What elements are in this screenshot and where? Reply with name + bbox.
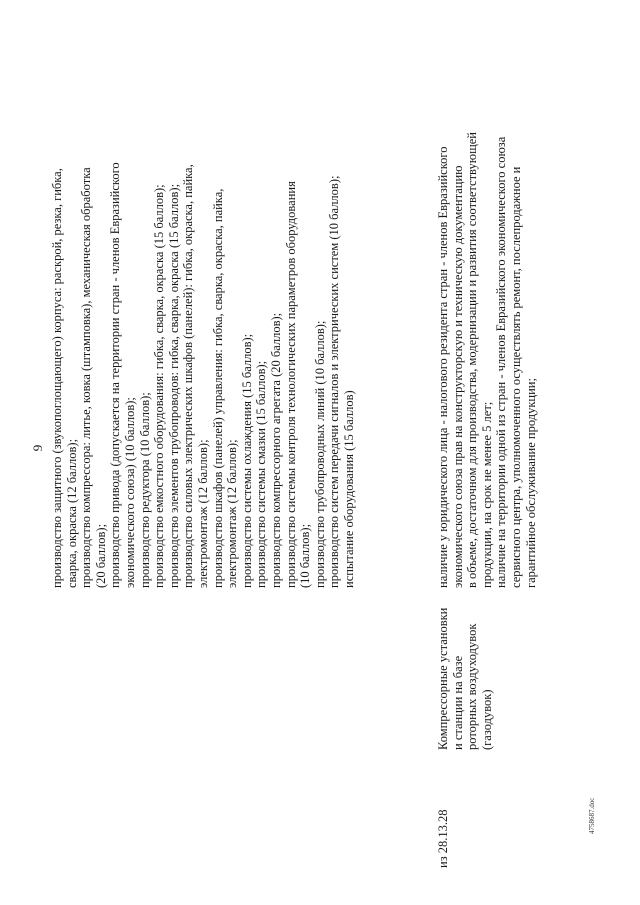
list-item: испытание оборудования (15 баллов) <box>341 390 356 588</box>
product-name-line: роторных воздуходувок <box>465 623 480 750</box>
page-number: 9 <box>30 444 45 452</box>
list-item: производство системы смазки (15 баллов); <box>254 360 269 588</box>
list-item: в объеме, достаточном для производства, модернизации и развития соответствующей <box>465 132 480 588</box>
list-item: производство трубопроводных линий (10 баллов); <box>312 320 327 588</box>
product-code: из 28.13.28 <box>436 809 450 868</box>
list-item: экономического союза) (10 баллов); <box>122 397 137 588</box>
list-item: продукции, на срок не менее 5 лет; <box>479 401 494 588</box>
product-name <box>436 598 494 750</box>
list-item: производство емкостного оборудования: гибка, сварка, окраска (15 баллов); <box>152 184 167 588</box>
list-item: производство силовых электрических шкафов (панелей): гибка, окраска, пайка, <box>181 164 196 588</box>
list-item: производство системы контроля технологических параметров оборудования <box>283 181 298 588</box>
rotated-page <box>30 28 590 868</box>
list-item: производство привода (допускается на территории стран - членов Евразийского <box>108 162 123 588</box>
list-item: производство компрессора: литье, ковка (штамповка), механическая обработка <box>79 167 94 588</box>
list-item: (20 баллов); <box>93 523 108 588</box>
list-item: сварка, окраска (12 баллов); <box>64 438 79 588</box>
list-item: производство системы охлаждения (15 баллов); <box>239 333 254 588</box>
list-item: наличие у юридического лица - налогового резидента стран - членов Евразийского <box>436 146 450 588</box>
list-item: экономического союза прав на конструкторскую и техническую документацию <box>450 165 465 588</box>
list-item: (10 баллов); <box>298 523 313 588</box>
list-item: наличие на территории одной из стран - членов Евразийского экономического союза <box>494 136 509 588</box>
product-name-line: (газодувок) <box>479 689 494 750</box>
document-code: 4758687.doc <box>588 797 596 834</box>
list-item: производство защитного (звукопоглощающего) корпуса: раскрой, резка, гибка, <box>50 168 64 588</box>
requirements-list <box>436 40 538 588</box>
list-item: производство элементов трубопроводов: гибка, сварка, окраска (15 баллов); <box>166 183 181 588</box>
product-name-line: Компрессорные установки <box>436 607 450 750</box>
list-item: производство редуктора (10 баллов); <box>137 392 152 588</box>
list-item: электромонтаж (12 баллов); <box>225 439 240 588</box>
list-item: сервисного центра, уполномоченного осуществлять ремонт, послепродажное и <box>508 166 523 588</box>
list-item: электромонтаж (12 баллов); <box>195 439 210 588</box>
list-item: производство компрессорного агрегата (20 баллов); <box>268 312 283 588</box>
list-item: производство шкафов (панелей) управления: гибка, сварка, окраска, пайка, <box>210 188 225 588</box>
product-name-line: и станции на базе <box>450 655 465 750</box>
list-item: производство систем передачи сигналов и электрических систем (10 баллов); <box>327 175 342 588</box>
production-operations-list <box>50 40 356 588</box>
list-item: гарантийное обслуживание продукции; <box>523 378 538 588</box>
